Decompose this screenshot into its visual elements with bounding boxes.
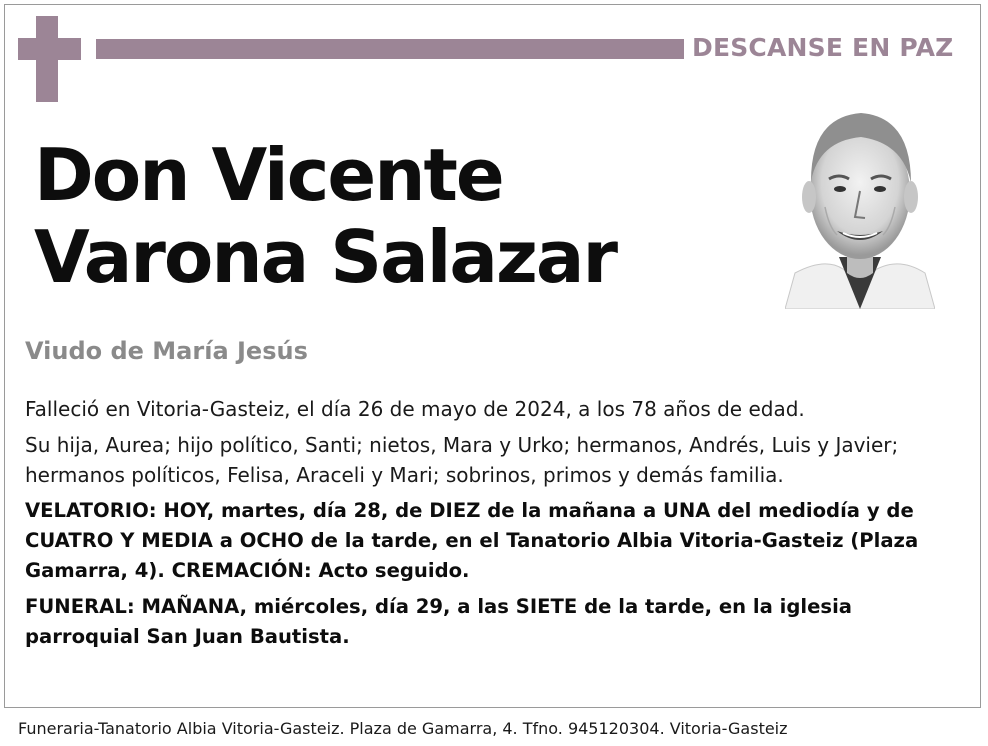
header-label: DESCANSE EN PAZ (692, 33, 954, 62)
funeral-home-footer: Funeraria-Tanatorio Albia Vitoria-Gasteiz. Plaza de Gamarra, 4. Tfno. 945120304. Vitoria-Gasteiz (18, 719, 788, 738)
velatorio-notice: VELATORIO: HOY, martes, día 28, de DIEZ de la mañana a UNA del mediodía y de CUATRO Y MEDIA a OCHO de la tarde, en el Tanatorio Albia Vitoria-Gasteiz (Plaza Gamarra, 4). CREMACIÓN: Acto seguido. (25, 499, 919, 582)
cross-icon-bar (18, 38, 81, 60)
header-rule (96, 39, 684, 59)
funeral-notice: FUNERAL: MAÑANA, miércoles, día 29, a las SIETE de la tarde, en la iglesia parroquial San Juan Bautista. (25, 595, 853, 648)
name-line-2: Varona Salazar (34, 215, 616, 299)
subtitle: Viudo de María Jesús (25, 337, 308, 365)
name-line-1: Don Vicente (34, 133, 503, 217)
family-list: Su hija, Aurea; hijo político, Santi; nietos, Mara y Urko; hermanos, Andrés, Luis y Javier; hermanos políticos, Felisa, Araceli y Mari; sobrinos, primos y demás familia. (25, 433, 899, 487)
obituary-body (25, 394, 970, 658)
deceased-name (34, 134, 616, 298)
death-notice: Falleció en Vitoria-Gasteiz, el día 26 de mayo de 2024, a los 78 años de edad. (25, 397, 805, 421)
portrait-photo (785, 97, 935, 309)
